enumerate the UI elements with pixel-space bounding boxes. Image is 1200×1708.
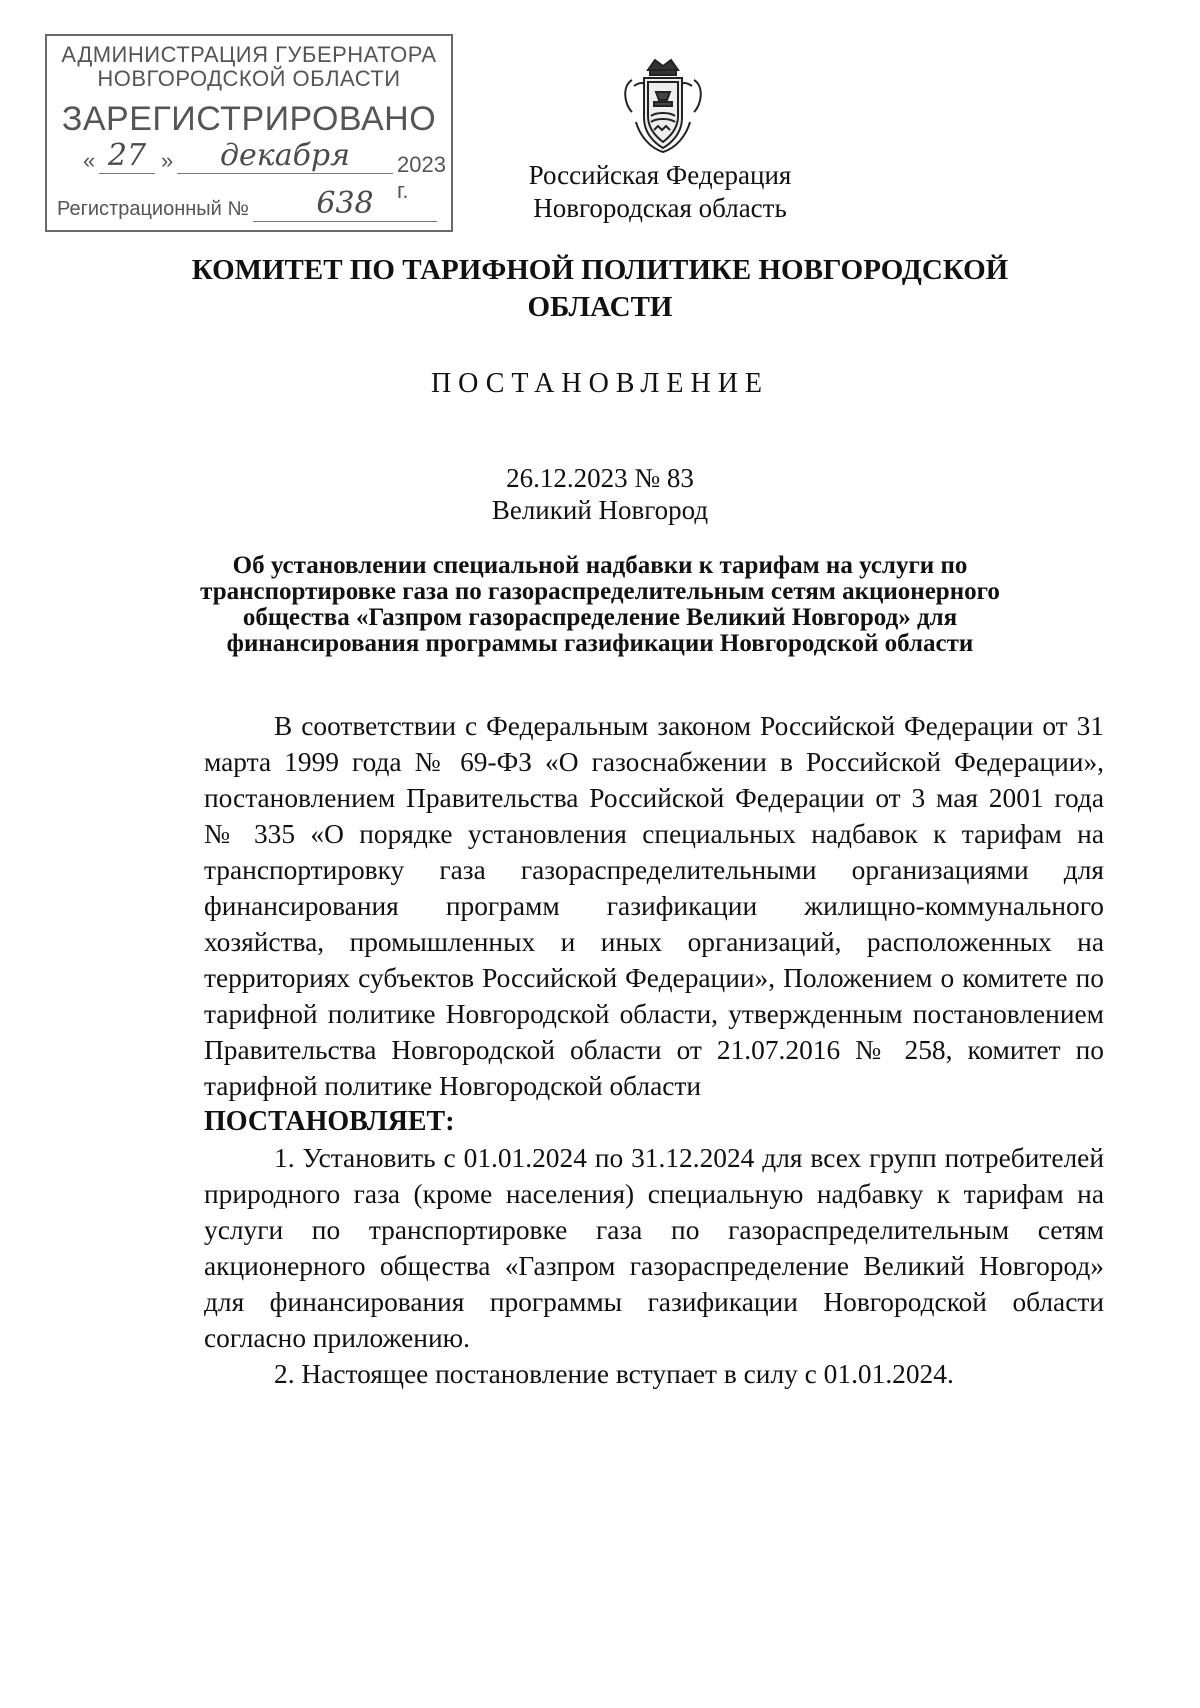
preamble-paragraph: В соответствии с Федеральным законом Российской Федерации от 31 марта 1999 года № 69-ФЗ «О газоснабжении в Российской Федерации», постановлением Правительства Российской Федерации от 3 мая 2001 года № 335 «О порядке установления специальных надбавок к тарифам на транспортировку газа газораспределительными организациями для финансирования программ газификации жилищно-коммунального хозяйства, промышленных и иных организаций, расположенных на территориях субъектов Российской Федерации», Положением о комитете по тарифной политике Новгородской области, утвержденным постановлением Правительства Новгородской области от 21.07.2016 № 258, комитет по тарифной политике Новгородской области — [204, 711, 1104, 1101]
decree-item-1: 1. Установить с 01.01.2024 по 31.12.2024 для всех групп потребителей природного газа (кроме населения) специальную надбавку к тарифам на услуги по транспортировке газа по газораспределительным сетям акционерного общества «Газпром газораспределение Великий Новгород» для финансирования программы газификации Новгородской области согласно приложению. — [204, 1143, 1104, 1353]
document-body — [204, 708, 1104, 1392]
document-subject: Об установлении специальной надбавки к тарифам на услуги по транспортировке газа по газораспределительным сетям акционерного общества «Газпром газораспределение Великий Новгород» для финансирования программы газификации Новгородской области — [200, 552, 1000, 657]
stamp-reg-label: Регистрационный № — [57, 198, 249, 220]
document-date-number: 26.12.2023 № 83 — [506, 463, 694, 493]
coat-of-arms-icon — [620, 56, 706, 156]
stamp-open-quote: « — [83, 148, 96, 173]
stamp-org-line2: НОВГОРОДСКОЙ ОБЛАСТИ — [97, 66, 401, 91]
country-name: Российская Федерация — [528, 160, 792, 190]
decree-item-2: 2. Настоящее постановление вступает в силу с 01.01.2024. — [274, 1359, 954, 1389]
stamp-month: декабря — [177, 138, 393, 174]
stamp-day: 27 — [99, 138, 155, 174]
decree-word: ПОСТАНОВЛЯЕТ: — [204, 1106, 455, 1137]
stamp-status: ЗАРЕГИСТРИРОВАНО — [61, 100, 437, 138]
region-name: Новгородская область — [533, 193, 787, 223]
registration-stamp — [45, 34, 453, 232]
committee-title: КОМИТЕТ ПО ТАРИФНОЙ ПОЛИТИКЕ НОВГОРОДСКОЙ ОБЛАСТИ — [191, 254, 1009, 323]
stamp-year: 2023 г. — [397, 152, 446, 203]
document-type: ПОСТАНОВЛЕНИЕ — [430, 368, 770, 399]
stamp-date-row — [83, 138, 449, 203]
stamp-reg-number: 638 — [253, 186, 437, 222]
stamp-close-quote: » — [161, 148, 174, 173]
stamp-org-line1: АДМИНИСТРАЦИЯ ГУБЕРНАТОРА — [61, 42, 437, 67]
stamp-registration-row — [57, 188, 447, 224]
document-city: Великий Новгород — [491, 495, 709, 525]
